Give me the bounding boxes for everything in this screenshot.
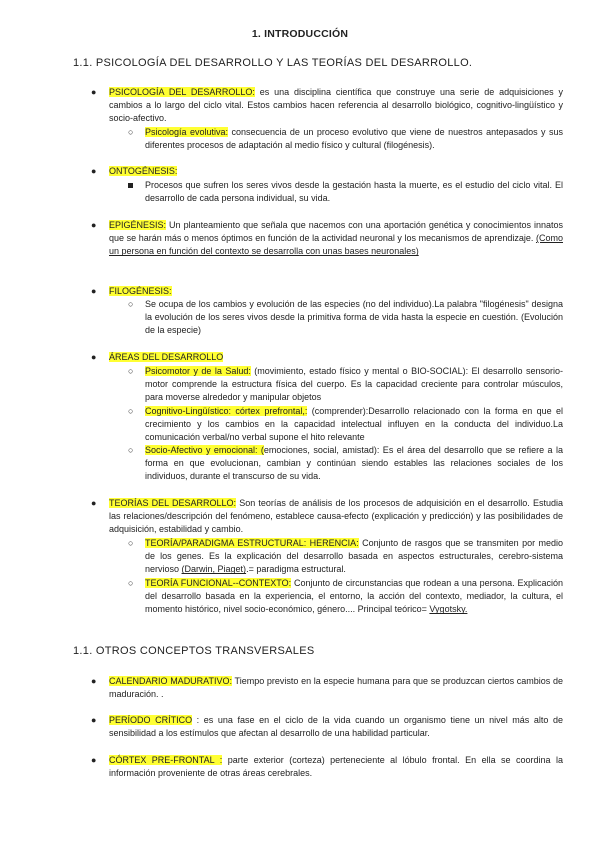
item-text: .= paradigma estructural. [246, 564, 346, 575]
sublist-item-psicologia-evolutiva [145, 126, 563, 152]
term-highlight: EPIGÉNESIS: [109, 220, 167, 230]
item-text: Conjunto de rasgos que se transmiten por medio de los genes. Es la explicación del desarrollo basada en aspectos estructurales, cerebro-sistema nervioso [145, 538, 563, 575]
term-highlight: PERÍODO CRÍTICO [109, 715, 193, 725]
item-text: emociones, social, amistad): Es el área del desarrollo que se refiere a la forma en que evolucionan, cambian y continúan siendo estables las relaciones sociales de los individuos, durante el transcurso de su vida. [145, 445, 563, 482]
bullet-icon: ● [91, 498, 97, 508]
circle-bullet-icon: ○ [128, 445, 134, 455]
term-highlight: Psicomotor y de la Salud: [145, 366, 251, 376]
list-item-psicologia [109, 86, 563, 126]
list-item-epigenesis [109, 219, 563, 259]
item-text: (movimiento, estado físico y mental o BIO-SOCIAL): El desarrollo sensorio- motor comprende la estructura física del cuerpo. Es la capacidad creciente para controlar músculos, para moverse alrededor y manipular objetos [145, 366, 563, 403]
term-highlight: Cognitivo-Lingüístico: córtex prefrontal,: [145, 406, 308, 416]
item-text: Tiempo previsto en la especie humana para que se produzcan ciertos cambios de maduración. . [109, 676, 563, 700]
circle-bullet-icon: ○ [128, 366, 134, 376]
underlined-names: Vygotsky. [429, 604, 468, 615]
bullet-icon: ● [91, 220, 97, 230]
bullet-icon: ● [91, 352, 97, 362]
list-item-teorias [109, 497, 563, 537]
term-highlight: PSICOLOGÍA DEL DESARROLLO: [109, 87, 255, 97]
term-highlight: TEORÍA/PARADIGMA ESTRUCTURAL: HERENCIA: [145, 538, 359, 548]
circle-bullet-icon: ○ [128, 538, 134, 548]
item-text: Son teorías de análisis de los procesos de adquisición en el desarrollo. Estudia las relaciones/descripción del fenómeno, establece causa-efecto (explicación y predicción) y las posibilidades de adquisición, estabilidad y cambio. [109, 498, 564, 535]
term-highlight: Psicología evolutiva: [145, 127, 228, 137]
bullet-icon: ● [91, 676, 97, 686]
underlined-note: (Como un persona en función del contexto se desarrolla con unas bases neuronales) [109, 233, 563, 257]
term-highlight: ÁREAS DEL DESARROLLO [109, 352, 224, 362]
item-text: consecuencia de un proceso evolutivo que viene de nuestros antepasados y sus diferentes procesos de adaptación al medio físico y cultural (filogénesis). [145, 127, 564, 151]
item-text: parte exterior (corteza) perteneciente al lóbulo frontal. En ella se coordina la información proveniente de otras áreas cerebrales. [109, 755, 563, 779]
bullet-icon: ● [91, 715, 97, 725]
list-item-periodo [109, 714, 563, 740]
bullet-icon: ● [91, 87, 97, 97]
list-item-filogenesis [109, 285, 563, 298]
sublist-item-cognitivo [145, 405, 563, 445]
item-text: es una disciplina científica que construye una serie de adquisiciones y cambios a lo largo del ciclo vital. Estos cambios hacen referencia al desarrollo biológico, cognitivo-lingüístico y socio-afectivo. [109, 87, 564, 124]
sublist-item-filogenesis: Se ocupa de los cambios y evolución de las especies (no del individuo).La palabra "filogénesis" designa la evolución de los seres vivos desde la primitiva forma de vida hasta la especie en cuestión. (Evolución de la especie) [145, 299, 563, 336]
item-text: : es una fase en el ciclo de la vida cuando un organismo tiene un nivel más alto de sensibilidad a los estímulos que afectan al desarrollo de una habilidad particular. [109, 715, 563, 739]
list-item-cortex [109, 754, 563, 780]
bullet-icon: ● [91, 166, 97, 176]
term-highlight: TEORÍAS DEL DESARROLLO: [109, 498, 237, 508]
term-highlight: Socio-Afectivo y emocional: ( [145, 445, 264, 455]
sublist-item-teoria-estructural [145, 537, 563, 577]
circle-bullet-icon: ○ [128, 127, 134, 137]
item-text: Conjunto de circunstancias que rodean a una persona. Explicación del desarrollo basada en la experiencia, el entorno, la acción del contexto, mediador, la cultura, el momento histórico, nivel socio-económico, género.... Principal teórico= [145, 578, 563, 615]
term-highlight: FILOGÉNESIS: [109, 286, 172, 296]
item-text: Un planteamiento que señala que nacemos con una aportación genética y conocimientos innatos que se harán más o menos óptimos en función de la actividad neuronal y los mecanismos de aprendizaje. [109, 220, 563, 244]
list-item-areas [109, 351, 563, 364]
list-item-calendario [109, 675, 563, 701]
sublist-item-teoria-funcional [145, 577, 563, 617]
section-heading-1: 1.1. PSICOLOGÍA DEL DESARROLLO Y LAS TEORÍAS DEL DESARROLLO. [73, 57, 473, 69]
sublist-item-ontogenesis: Procesos que sufren los seres vivos desde la gestación hasta la muerte, es el estudio del ciclo vital. El desarrollo de cada persona individual, su vida. [145, 180, 563, 204]
sublist-item-psicomotor [145, 365, 563, 405]
sublist-item-socioafectivo [145, 444, 563, 484]
section-heading-2: 1.1. OTROS CONCEPTOS TRANSVERSALES [73, 645, 315, 657]
bullet-icon: ● [91, 755, 97, 765]
item-text: (comprender):Desarrollo relacionado con la forma en que el crecimiento y los cambios en la capacidad intelectual influyen en la conducta del individuo.La comunicación verbal/no verbal supone el hito relevante [145, 406, 564, 443]
list-item-ontogenesis [109, 165, 563, 178]
circle-bullet-icon: ○ [128, 299, 134, 309]
bullet-icon: ● [91, 286, 97, 296]
page-title: 1. INTRODUCCIÓN [251, 28, 349, 40]
square-bullet-icon [128, 179, 133, 192]
term-highlight: CALENDARIO MADURATIVO: [109, 676, 233, 686]
circle-bullet-icon: ○ [128, 578, 134, 588]
term-highlight: ONTOGÉNESIS: [109, 166, 178, 176]
underlined-names: (Darwin, Piaget) [181, 564, 247, 575]
circle-bullet-icon: ○ [128, 406, 134, 416]
term-highlight: CÓRTEX PRE-FRONTAL : [109, 755, 223, 765]
term-highlight: TEORÍA FUNCIONAL--CONTEXTO: [145, 578, 292, 588]
